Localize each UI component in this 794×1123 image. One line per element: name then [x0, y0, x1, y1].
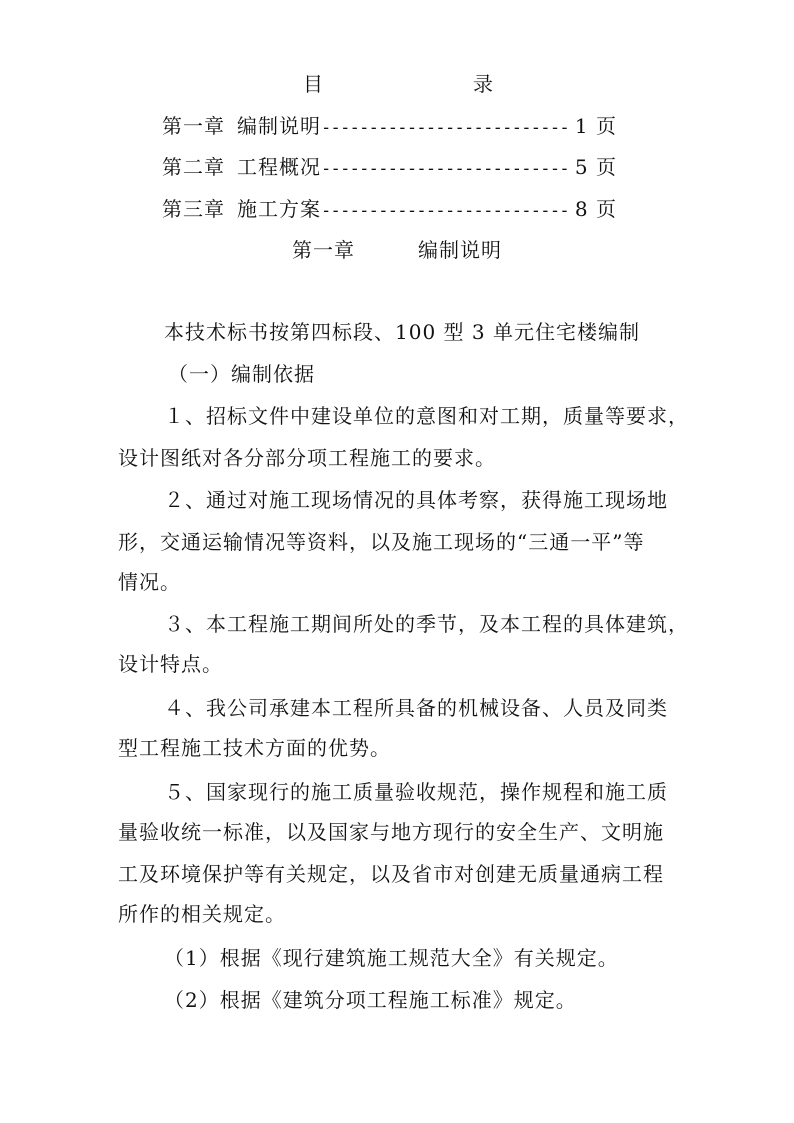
body-line: （2）根据《建筑分项工程施工标准》规定。	[164, 988, 577, 1012]
body-line: 情况。	[118, 570, 181, 594]
toc-entry-leader: --------------------------	[321, 159, 569, 179]
body-line: ５、国家现行的施工质量验收规范，操作规程和施工质	[164, 780, 668, 804]
intro-paragraph: 本技术标书按第四标段、100 型 3 单元住宅楼编制	[164, 320, 640, 344]
body-line: 形，交通运输情况等资料，以及施工现场的“三通一平”等	[118, 530, 645, 554]
body-line: 所作的相关规定。	[118, 902, 286, 926]
section-title: （一）编制依据	[168, 362, 315, 386]
body-line: （1）根据《现行建筑施工规范大全》有关规定。	[164, 946, 619, 970]
toc-entry-page: 1 页	[574, 114, 618, 138]
toc-entry-page: 8 页	[574, 197, 618, 221]
body-line: ２、通过对施工现场情况的具体考察，获得施工现场地	[164, 488, 668, 512]
toc-entry-chapter: 第三章	[162, 197, 225, 221]
toc-title-left: 目	[303, 72, 324, 96]
toc-entry[interactable]	[162, 155, 617, 181]
body-line: ４、我公司承建本工程所具备的机械设备、人员及同类	[164, 696, 668, 720]
chapter-heading-number: 第一章	[292, 238, 355, 262]
body-line: 型工程施工技术方面的优势。	[118, 736, 391, 760]
toc-entry[interactable]	[162, 197, 617, 223]
body-line: １、招标文件中建设单位的意图和对工期，质量等要求，	[164, 404, 689, 428]
body-line: 设计图纸对各分部分项工程施工的要求。	[118, 446, 496, 470]
toc-entry[interactable]	[162, 114, 617, 140]
chapter-heading-title: 编制说明	[418, 238, 502, 262]
toc-title-right: 录	[473, 72, 494, 96]
body-line: 量验收统一标准，以及国家与地方现行的安全生产、文明施	[118, 820, 664, 844]
toc-entry-chapter: 第二章	[162, 155, 225, 179]
body-line: 设计特点。	[118, 652, 223, 676]
toc-entry-chapter: 第一章	[162, 114, 225, 138]
body-line: ３、本工程施工期间所处的季节，及本工程的具体建筑，	[164, 612, 689, 636]
body-line: 工及环境保护等有关规定，以及省市对创建无质量通病工程	[118, 862, 664, 886]
toc-entry-title: 编制说明	[237, 114, 321, 138]
toc-entry-leader: --------------------------	[321, 201, 569, 221]
toc-entry-page: 5 页	[574, 155, 618, 179]
toc-entry-title: 施工方案	[237, 197, 321, 221]
toc-entry-leader: --------------------------	[321, 118, 569, 138]
toc-entry-title: 工程概况	[237, 155, 321, 179]
